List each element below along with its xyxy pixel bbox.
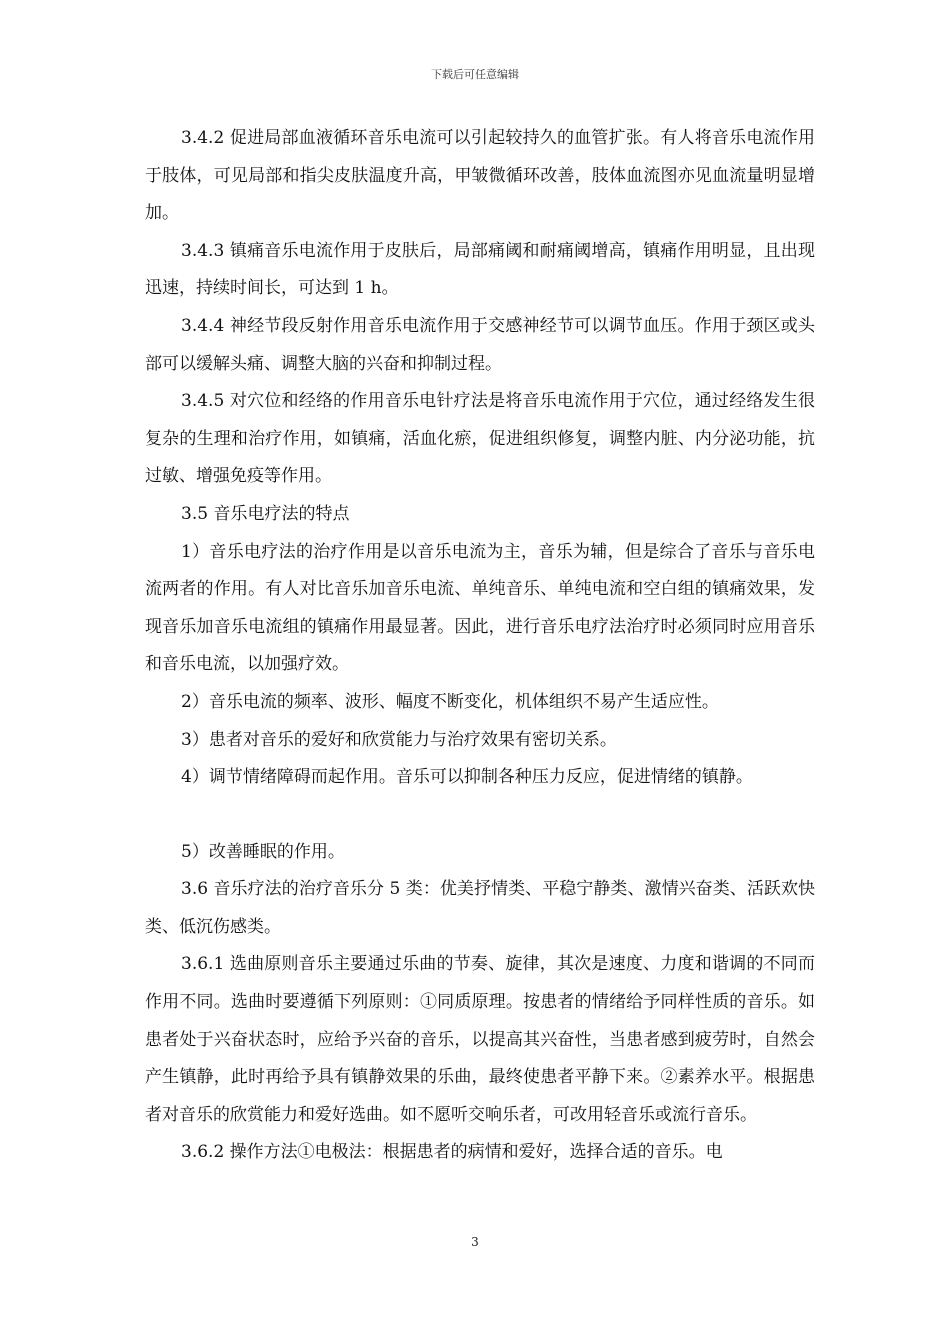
paragraph-3-4-4: 3.4.4 神经节段反射作用音乐电流作用于交感神经节可以调节血压。作用于颈区或头部可以缓解头痛、调整大脑的兴奋和抑制过程。 <box>145 315 815 374</box>
list-item-5: 5）改善睡眠的作用。 <box>181 841 345 862</box>
section-heading-3-5: 3.5 音乐电疗法的特点 <box>181 503 350 524</box>
paragraph-3-4-2: 3.4.2 促进局部血液循环音乐电流可以引起较持久的血管扩张。有人将音乐电流作用于肢体，可见局部和指尖皮肤温度升高，甲皱微循环改善，肢体血流图亦见血流量明显增加。 <box>145 128 815 224</box>
list-item-4: 4）调节情绪障碍而起作用。音乐可以抑制各种压力反应，促进情绪的镇静。 <box>181 767 753 788</box>
page-number: 3 <box>471 1235 479 1249</box>
paragraph-3-4-5: 3.4.5 对穴位和经络的作用音乐电针疗法是将音乐电流作用于穴位，通过经络发生很复杂的生理和治疗作用，如镇痛，活血化瘀，促进组织修复，调整内脏、内分泌功能，抗过敏、增强免疫等作用。 <box>145 391 815 487</box>
page-header: 下载后可任意编辑 <box>431 68 519 81</box>
paragraph-3-6-1: 3.6.1 选曲原则音乐主要通过乐曲的节奏、旋律，其次是速度、力度和谐调的不同而作用不同。选曲时要遵循下列原则：①同质原理。按患者的情绪给予同样性质的音乐。如患者处于兴奋状态时，应给予兴奋的音乐，以提高其兴奋性，当患者感到疲劳时，自然会产生镇静，此时再给予具有镇静效果的乐曲，最终使患者平静下来。②素养水平。根据患者对音乐的欣赏能力和爱好选曲。如不愿听交响乐者，可改用轻音乐或流行音乐。 <box>145 954 815 1125</box>
paragraph-3-6: 3.6 音乐疗法的治疗音乐分 5 类：优美抒情类、平稳宁静类、激情兴奋类、活跃欢快类、低沉伤感类。 <box>145 879 815 937</box>
paragraph-3-4-3: 3.4.3 镇痛音乐电流作用于皮肤后，局部痛阈和耐痛阈增高，镇痛作用明显，且出现迅速，持续时间长，可达到 1 h。 <box>145 240 815 299</box>
list-item-1: 1）音乐电疗法的治疗作用是以音乐电流为主，音乐为辅，但是综合了音乐与音乐电流两者的作用。有人对比音乐加音乐电流、单纯音乐、单纯电流和空白组的镇痛效果，发现音乐加音乐电流组的镇痛作用最显著。因此，进行音乐电疗法治疗时必须同时应用音乐和音乐电流，以加强疗效。 <box>145 541 815 675</box>
list-item-2: 2）音乐电流的频率、波形、幅度不断变化，机体组织不易产生适应性。 <box>181 691 719 712</box>
paragraph-3-6-2: 3.6.2 操作方法①电极法：根据患者的病情和爱好，选择合适的音乐。电 <box>181 1142 723 1163</box>
list-item-3: 3）患者对音乐的爱好和欣赏能力与治疗效果有密切关系。 <box>181 729 617 750</box>
document-body <box>145 120 815 1172</box>
